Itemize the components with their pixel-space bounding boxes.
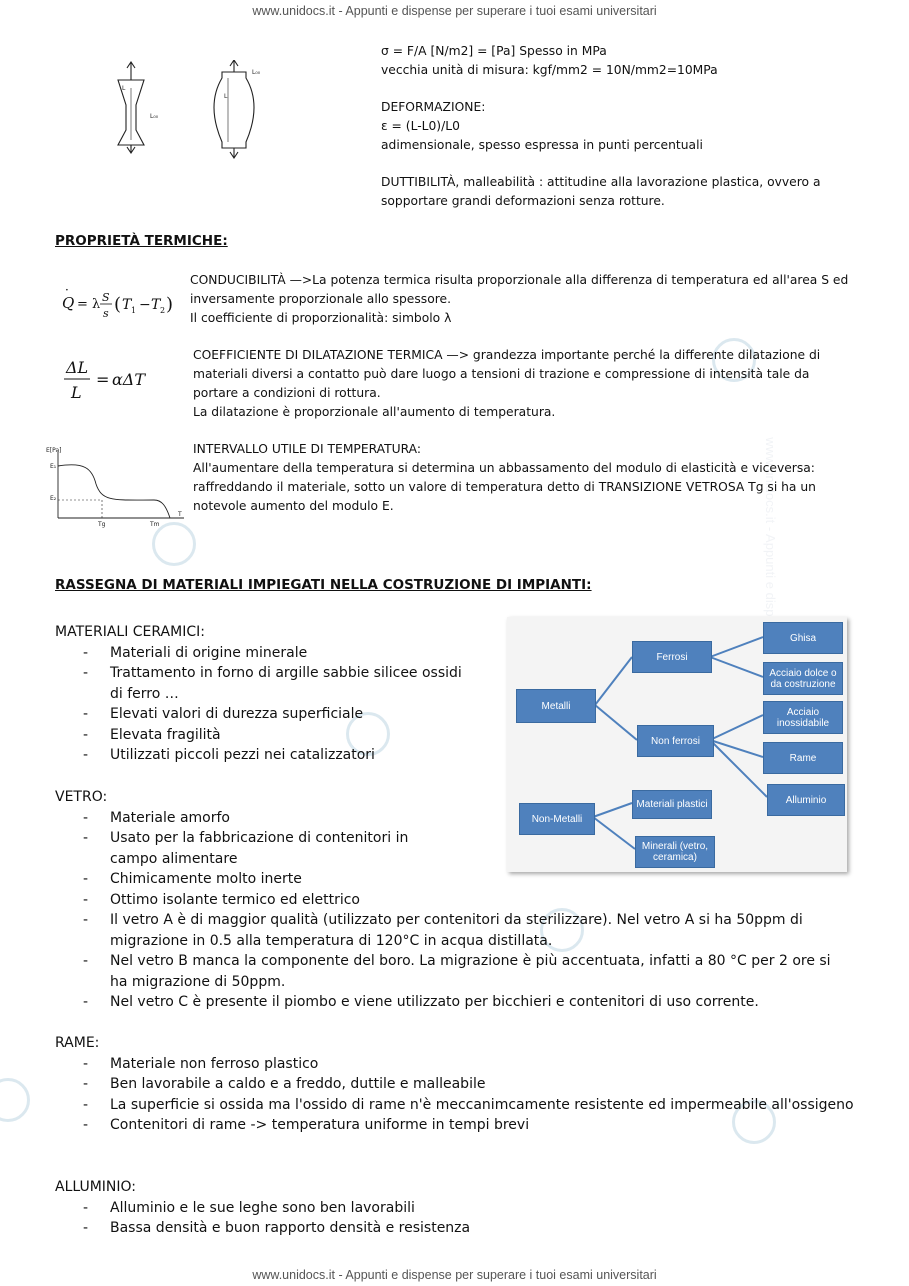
svg-text:−: − (139, 297, 151, 313)
list-item: - Elevati valori di durezza superficiale (55, 704, 475, 725)
materials-review-heading: RASSEGNA DI MATERIALI IMPIEGATI NELLA COSTRUZIONE DI IMPIANTI: (55, 577, 592, 593)
box-materiali-plastici: Materiali plastici (632, 790, 712, 819)
list-item: - Trattamento in forno di argille sabbie silicee ossidi di ferro … (55, 663, 475, 704)
svg-text:T: T (151, 297, 161, 313)
box-rame: Rame (763, 742, 843, 774)
temperature-range-paragraph: All'aumentare della temperatura si determina un abbassamento del modulo di elasticità e viceversa: raffreddando il materiale, sotto un valore di temperatura detto di TRANSIZIONE VETROSA Tg si ha un notevole aumento del modulo E. (193, 461, 816, 513)
box-acciaio-inox: Acciaio inossidabile (763, 701, 843, 734)
graph-t: T (178, 511, 182, 518)
svg-text:L: L (71, 383, 82, 402)
deformation-title: DEFORMAZIONE: (381, 100, 486, 114)
box-ferrosi: Ferrosi (632, 641, 712, 673)
svg-text:S: S (102, 291, 110, 304)
dilatation-formula (62, 355, 162, 405)
list-item: - Usato per la fabbricazione di contenitori in campo alimentare (55, 828, 455, 869)
stress-old-unit: vecchia unità di misura: kgf/mm2 = 10N/mm2=10MPa (381, 63, 718, 77)
svg-text:1: 1 (131, 306, 137, 315)
copper-list (55, 1054, 855, 1136)
svg-text:αΔT: αΔT (112, 370, 146, 389)
temperature-range-title: INTERVALLO UTILE DI TEMPERATURA: (193, 442, 422, 456)
stress-formula: σ = F/A [N/m2] = [Pa] Spesso in MPa (381, 44, 607, 58)
box-ghisa: Ghisa (763, 622, 843, 654)
watermark-logo-icon (0, 1078, 30, 1122)
modulus-temperature-graph (44, 444, 189, 529)
box-non-ferrosi: Non ferrosi (637, 725, 714, 757)
conductivity-paragraph: CONDUCIBILITÀ —>La potenza termica risulta proporzionale alla differenza di temperatura ed all'area S ed inversamente proporzionale allo spessore. (190, 273, 849, 306)
svg-text:2: 2 (160, 306, 166, 315)
list-item: - Nel vetro C è presente il piombo e viene utilizzato per bicchieri e contenitori di uso corrente. (55, 992, 835, 1013)
list-item: - Nel vetro B manca la componente del boro. La migrazione è più accentuata, infatti a 80 °C per 2 ore si ha migrazione di 50ppm. (55, 951, 835, 992)
svg-text:L₀₀: L₀₀ (252, 69, 261, 76)
box-alluminio: Alluminio (767, 784, 845, 816)
aluminium-title: ALLUMINIO: (55, 1179, 137, 1195)
list-item: - Materiale amorfo (55, 808, 835, 829)
thermal-properties-heading: PROPRIETÀ TERMICHE: (55, 233, 228, 249)
box-minerali: Minerali (vetro, ceramica) (635, 836, 715, 868)
list-item: - Contenitori di rame -> temperatura uniforme in tempi brevi (55, 1115, 855, 1136)
svg-text:L₀₀: L₀₀ (150, 113, 159, 120)
svg-text:L: L (122, 85, 126, 92)
svg-text:=: = (96, 370, 110, 389)
page-header[interactable]: www.unidocs.it - Appunti e dispense per superare i tuoi esami universitari (252, 4, 657, 18)
box-non-metalli: Non-Metalli (519, 803, 595, 835)
list-item: - Elevata fragilità (55, 725, 475, 746)
graph-tg: Tg (98, 521, 106, 528)
ductility-paragraph: DUTTIBILITÀ, malleabilità : attitudine alla lavorazione plastica, ovvero a sopportare grandi deformazioni senza rotture. (381, 175, 821, 208)
graph-tm: Tm (150, 521, 160, 528)
list-item: - Ben lavorabile a caldo e a freddo, duttile e malleabile (55, 1074, 855, 1095)
list-item: - Materiale non ferroso plastico (55, 1054, 855, 1075)
list-item: - Chimicamente molto inerte (55, 869, 835, 890)
svg-text:(: ( (114, 294, 122, 315)
svg-text:·: · (65, 286, 69, 297)
conductivity-formula (60, 286, 185, 326)
dilatation-proportional: La dilatazione è proporzionale all'aumento di temperatura. (193, 405, 556, 419)
svg-text:): ) (166, 294, 174, 315)
svg-text:T: T (122, 297, 132, 313)
specimen-figure (110, 60, 270, 200)
svg-text:Q: Q (62, 294, 75, 312)
aluminium-list (55, 1198, 835, 1239)
list-item: - Alluminio e le sue leghe sono ben lavorabili (55, 1198, 835, 1219)
materials-diagram (507, 617, 847, 872)
box-acciaio-dolce: Acciaio dolce o da costruzione (763, 662, 843, 695)
graph-e1: E₁ (50, 463, 57, 470)
glass-title: VETRO: (55, 789, 108, 805)
ceramics-title: MATERIALI CERAMICI: (55, 624, 205, 640)
page-footer[interactable]: www.unidocs.it - Appunti e dispense per superare i tuoi esami universitari (252, 1268, 657, 1282)
svg-text:= λ: = λ (77, 297, 101, 312)
graph-e2: E₂ (50, 495, 57, 502)
list-item: - Utilizzati piccoli pezzi nei catalizzatori (55, 745, 475, 766)
box-metalli: Metalli (516, 689, 596, 723)
deformation-description: adimensionale, spesso espressa in punti percentuali (381, 138, 703, 152)
copper-title: RAME: (55, 1035, 100, 1051)
ceramics-list (55, 643, 475, 766)
list-item: - Il vetro A è di maggior qualità (utilizzato per contenitori da sterilizzare). Nel vetro A si ha 50ppm di migrazione in 0.5 alla temperatura di 120°C in acqua distillata. (55, 910, 835, 951)
deformation-formula: ε = (L-L0)/L0 (381, 119, 460, 133)
svg-text:ΔL: ΔL (66, 358, 89, 377)
list-item: - Ottimo isolante termico ed elettrico (55, 890, 835, 911)
conductivity-coefficient: Il coefficiente di proporzionalità: simbolo λ (190, 311, 452, 325)
graph-y-label: E[Pa] (46, 447, 62, 454)
svg-text:s: s (103, 307, 109, 320)
svg-text:L: L (224, 93, 228, 100)
dilatation-paragraph: COEFFICIENTE DI DILATAZIONE TERMICA —> grandezza importante perché la differente dilatazione di materiali diversi a contatto può dare luogo a tensioni di trazione e compressione di intensità tale da portare a condizioni di rottura. (193, 348, 821, 400)
list-item: - La superficie si ossida ma l'ossido di rame n'è meccanimcamente resistente ed impermeabile all'ossigeno (55, 1095, 855, 1116)
list-item: - Bassa densità e buon rapporto densità e resistenza (55, 1218, 835, 1239)
list-item: - Materiali di origine minerale (55, 643, 475, 664)
